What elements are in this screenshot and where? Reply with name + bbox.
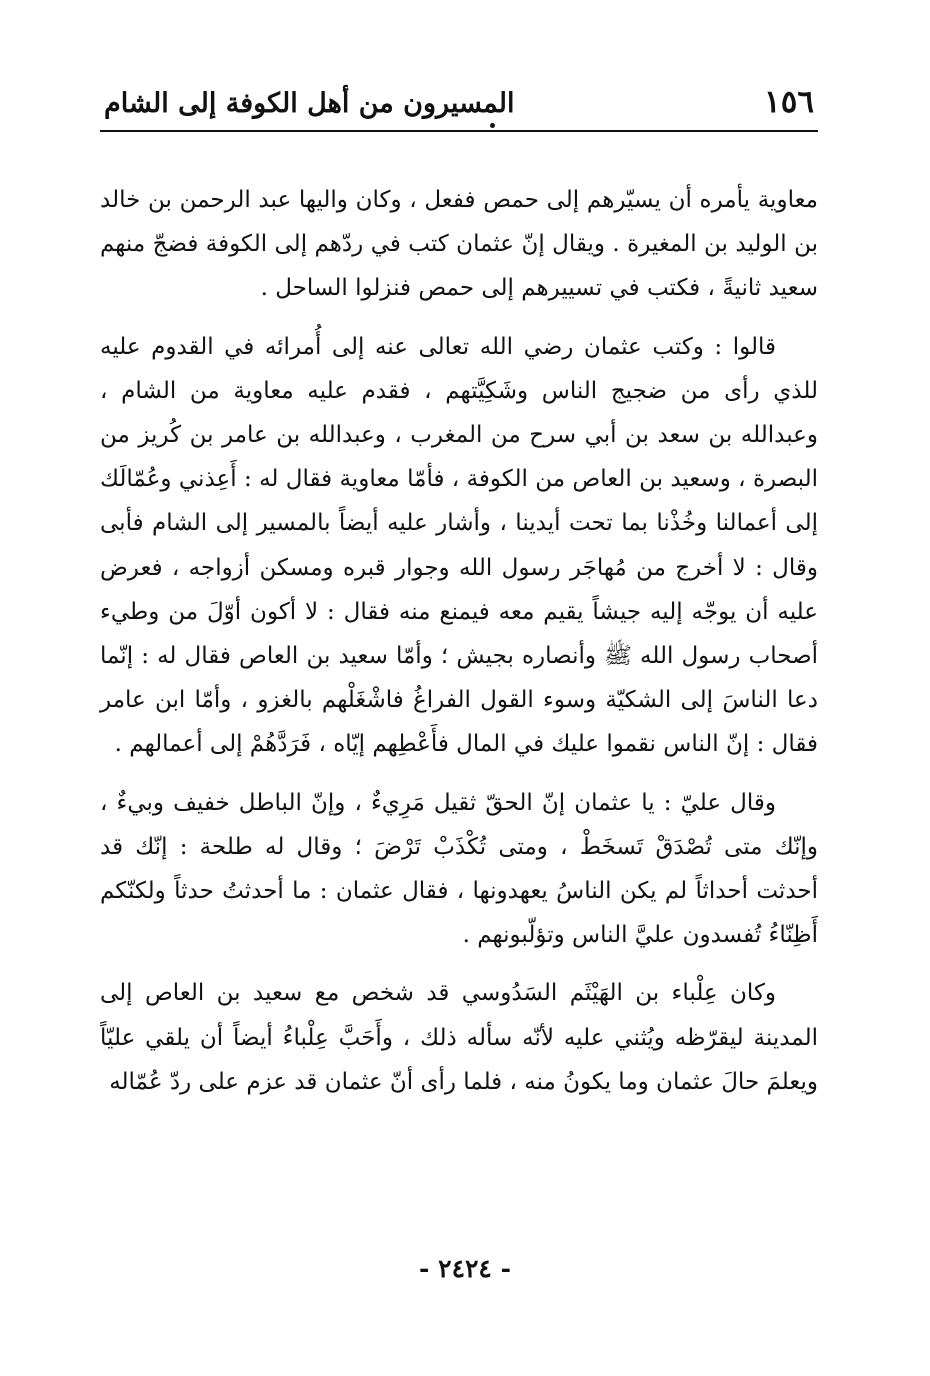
page-number: ١٥٦ <box>764 84 814 120</box>
paragraph-ali-speech: وقال عليّ : يا عثمان إنّ الحقّ ثقيل مَرِيءٌ ، وإنّ الباطل خفيف وبيءٌ ، وإنّك متى تُصْدَقْ تَسخَطْ ، ومتى تُكْذَبْ تَرْضَ ؛ وقال له طلحة : إنّك قد أحدثت أحداثاً لم يكن الناسُ يعهدونها ، فقال عثمان : ما أحدثتُ حدثاً ولكنّكم أَظِنّاءُ تُفسدون عليَّ الناس وتؤلّبونهم . <box>100 789 818 949</box>
paragraph-ilba: وكان عِلْباء بن الهَيْثَم السَدُوسي قد شخص مع سعيد بن العاص إلى المدينة ليقرّظه ويُثني عليه لأنّه سأله ذلك ، وأَحَبَّ عِلْباءُ أيضاً أن يلقي عليّاً ويعلمَ حالَ عثمان وما يكونُ منه ، فلما رأى أنّ عثمان قد عزم على ردّ عُمّاله <box>100 980 818 1095</box>
body-text <box>100 178 818 1118</box>
paragraph-continuation: معاوية يأمره أن يسيّرهم إلى حمص ففعل ، وكان واليها عبد الرحمن بن خالد بن الوليد بن المغيرة . ويقال إنّ عثمان كتب في ردّهم إلى الكوفة فضجّ منهم سعيد ثانيةً ، فكتب في تسييرهم إلى حمص فنزلوا الساحل . <box>100 187 818 302</box>
paragraph-uthman-governors: قالوا : وكتب عثمان رضي الله تعالى عنه إلى أُمرائه في القدوم عليه للذي رأى من ضجيج الناس وشَكِيَّتهم ، فقدم عليه معاوية من الشام ، وعبدالله بن سعد بن أبي سرح من المغرب ، وعبدالله بن عامر بن كُريز من البصرة ، وسعيد بن العاص من الكوفة ، فأمّا معاوية فقال له : أَعِذني وعُمّالَك إلى أعمالنا وخُذْنا بما تحت أيدينا ، وأشار عليه أيضاً بالمسير إلى الشام فأبى وقال : لا أخرج من مُهاجَر رسول الله وجوار قبره ومسكن أزواجه ، فعرض عليه أن يوجّه إليه جيشاً يقيم معه فيمنع منه فقال : لا أكون أوّلَ من وطيء أصحاب رسول الله ﷺ وأنصاره بجيش ؛ وأمّا سعيد بن العاص فقال له : إنّما دعا الناسَ إلى الشكيّة وسوء القول الفراغُ فاشْغَلْهم بالغزو ، وأمّا ابن عامر فقال : إنّ الناس نقموا عليك في المال فأَعْطِهم إيّاه ، فَرَدَّهُمْ إلى أعمالهم . <box>100 333 818 758</box>
footer-page-number: - ٢٤٢٤ - <box>419 1254 511 1283</box>
page-header <box>100 78 818 126</box>
running-title: المسيرون من أهل الكوفة إلى الشام <box>104 88 515 119</box>
header-rule <box>100 130 818 132</box>
header-dot <box>490 123 495 128</box>
